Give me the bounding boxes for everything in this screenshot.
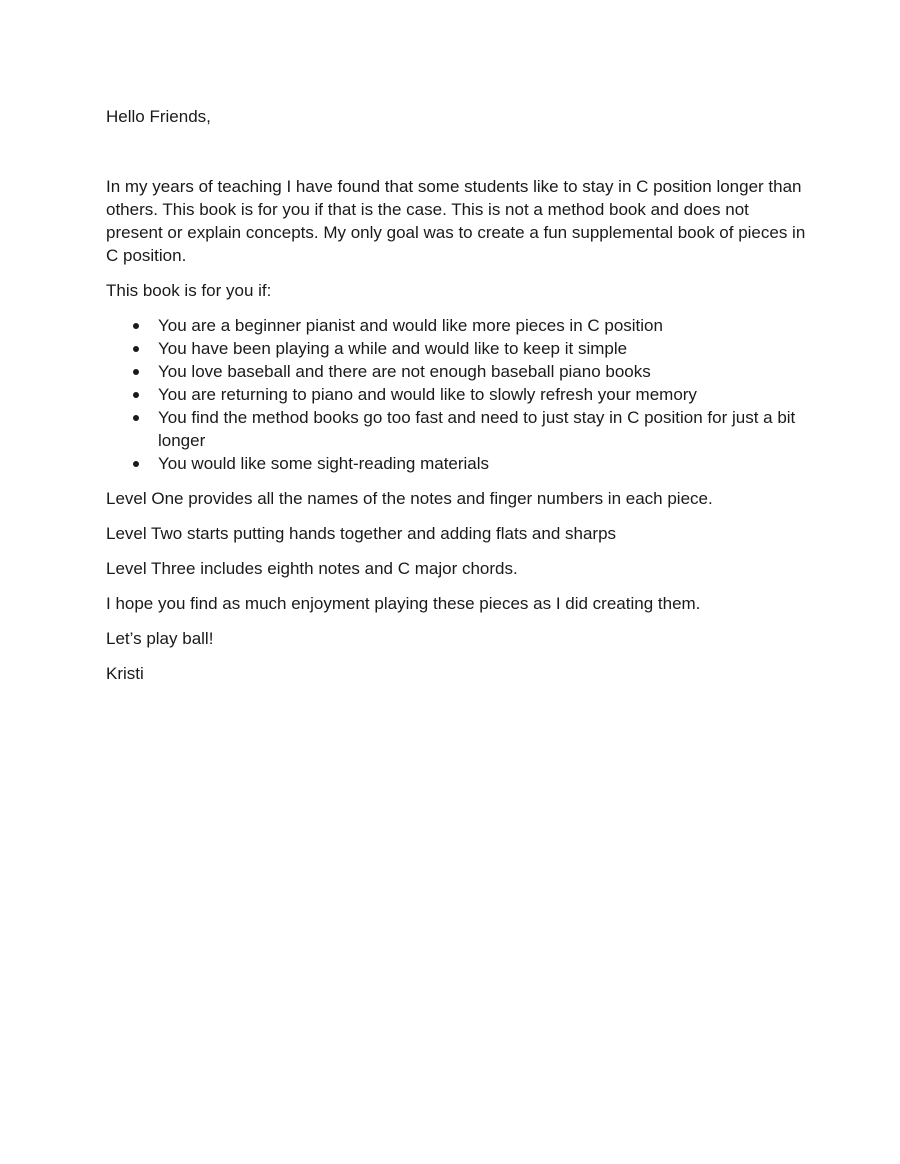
list-item [106,406,806,452]
list-item [106,314,806,337]
list-item [106,383,806,406]
bullet-icon [133,392,139,398]
bullet-icon [133,415,139,421]
bullet-icon [133,461,139,467]
signature: Kristi [106,664,144,683]
bullet-icon [133,369,139,375]
list-item-text: You are returning to piano and would like to slowly refresh your memory [158,385,697,404]
audience-list [106,314,806,475]
list-lead-in: This book is for you if: [106,281,272,300]
list-item [106,360,806,383]
list-item [106,452,806,475]
closing-paragraph: I hope you find as much enjoyment playing these pieces as I did creating them. [106,594,701,613]
level-three-description: Level Three includes eighth notes and C major chords. [106,559,518,578]
list-item-text: You are a beginner pianist and would like more pieces in C position [158,316,663,335]
level-two-description: Level Two starts putting hands together and adding flats and sharps [106,524,617,543]
level-one-description: Level One provides all the names of the notes and finger numbers in each piece. [106,489,713,508]
greeting: Hello Friends, [106,107,211,126]
bullet-icon [133,323,139,329]
list-item-text: You would like some sight-reading materials [158,454,490,473]
list-item [106,337,806,360]
intro-paragraph: In my years of teaching I have found that some students like to stay in C position longer than others. This book is for you if that is the case. This is not a method book and does not present or explain concepts. My only goal was to create a fun supplemental book of pieces in C position. [106,177,806,265]
list-item-text: You find the method books go too fast and need to just stay in C position for just a bit longer [158,408,796,450]
list-item-text: You have been playing a while and would like to keep it simple [158,339,628,358]
letter-body [106,105,806,685]
signoff: Let’s play ball! [106,629,214,648]
list-item-text: You love baseball and there are not enough baseball piano books [158,362,651,381]
bullet-icon [133,346,139,352]
